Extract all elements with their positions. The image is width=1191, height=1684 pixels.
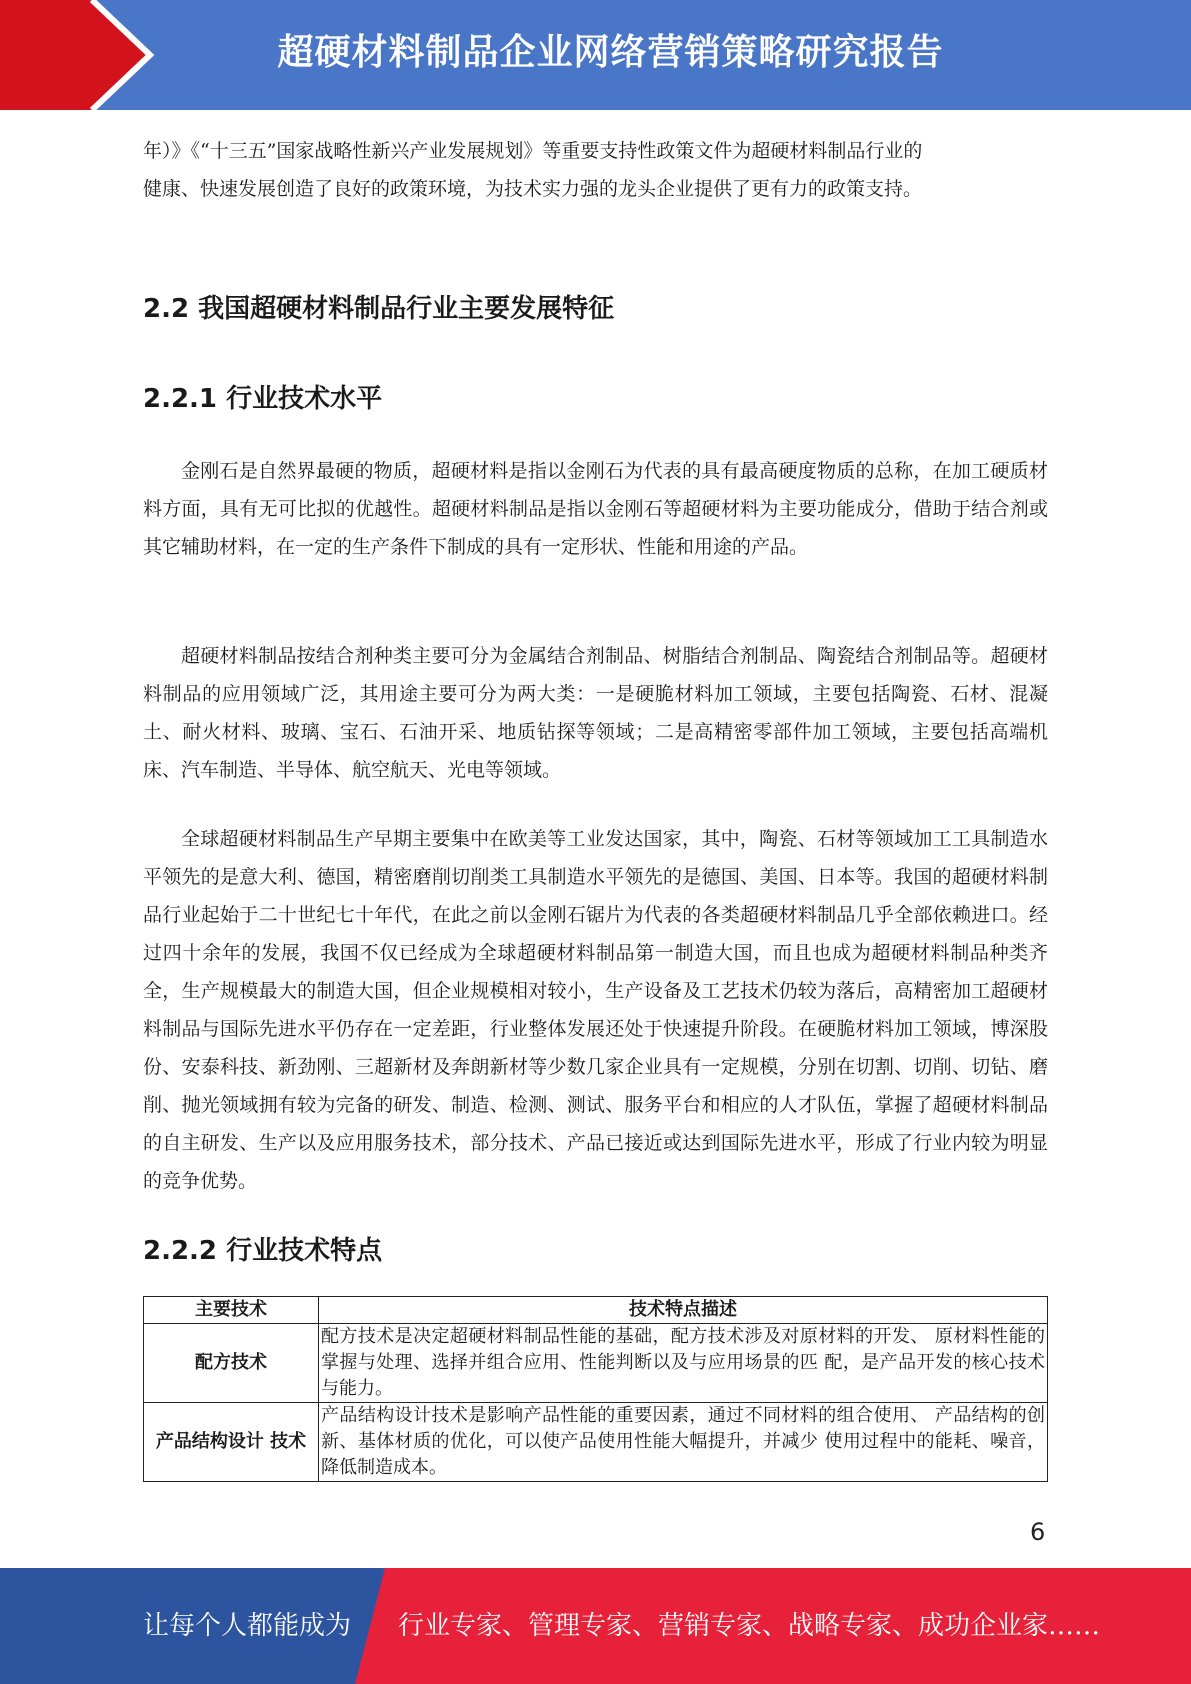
table-cell-description: 产品结构设计技术是影响产品性能的重要因素，通过不同材料的组合使用、 产品结构的创新、基体材质的优化，可以使产品使用性能大幅提升，并减少 使用过程中的能耗、噪音，降低制造成本。: [319, 1403, 1048, 1482]
footer-slogan-left: 让每个人都能成为: [143, 1611, 352, 1641]
table-row: [144, 1324, 1048, 1403]
report-title: 超硬材料制品企业网络营销策略研究报告: [277, 32, 944, 73]
table-page-break: [142, 1487, 1052, 1497]
section-heading-2-2: 2.2 我国超硬材料制品行业主要发展特征: [143, 294, 615, 324]
intro-paragraph: [143, 132, 1048, 208]
table-cell-description: 配方技术是决定超硬材料制品性能的基础，配方技术涉及对原材料的开发、 原材料性能的掌握与处理、选择并组合应用、性能判断以及与应用场景的匹 配，是产品开发的核心技术与能力。: [319, 1324, 1048, 1403]
table-cell-technology: 产品结构设计 技术: [144, 1403, 319, 1482]
table-row: [144, 1403, 1048, 1482]
section-heading-2-2-2: 2.2.2 行业技术特点: [143, 1236, 383, 1266]
technology-table: [143, 1296, 1048, 1482]
page-number: 6: [1030, 1518, 1046, 1546]
table-header-row: [144, 1297, 1048, 1324]
paragraph-bond-types: 超硬材料制品按结合剂种类主要可分为金属结合剂制品、树脂结合剂制品、陶瓷结合剂制品等。超硬材料制品的应用领域广泛，其用途主要可分为两大类：一是硬脆材料加工领域，主要包括陶瓷、石材、混凝土、耐火材料、玻璃、宝石、石油开采、地质钻探等领域；二是高精密零部件加工领域，主要包括高端机床、汽车制造、半导体、航空航天、光电等领域。: [143, 645, 1048, 781]
intro-line-2: 健康、快速发展创造了良好的政策环境，为技术实力强的龙头企业提供了更有力的政策支持。: [143, 178, 923, 200]
section-heading-2-2-1: 2.2.1 行业技术水平: [143, 384, 383, 414]
table-cell-technology: 配方技术: [144, 1324, 319, 1403]
intro-line-1: 年）》《“十三五”国家战略性新兴产业发展规划》等重要支持性政策文件为超硬材料制品行业的: [143, 140, 923, 162]
table-header-technology: 主要技术: [144, 1297, 319, 1324]
footer-banner: [0, 1568, 1191, 1684]
paragraph-global-production: 全球超硬材料制品生产早期主要集中在欧美等工业发达国家，其中，陶瓷、石材等领域加工工具制造水平领先的是意大利、德国，精密磨削切削类工具制造水平领先的是德国、美国、日本等。我国的超硬材料制品行业起始于二十世纪七十年代，在此之前以金刚石锯片为代表的各类超硬材料制品几乎全部依赖进口。经过四十余年的发展，我国不仅已经成为全球超硬材料制品第一制造大国，而且也成为超硬材料制品种类齐全，生产规模最大的制造大国，但企业规模相对较小，生产设备及工艺技术仍较为落后，高精密加工超硬材料制品与国际先进水平仍存在一定差距，行业整体发展还处于快速提升阶段。在硬脆材料加工领域，博深股份、安泰科技、新劲刚、三超新材及奔朗新材等少数几家企业具有一定规模，分别在切割、切削、切钻、磨削、抛光领域拥有较为完备的研发、制造、检测、测试、服务平台和相应的人才队伍，掌握了超硬材料制品的自主研发、生产以及应用服务技术，部分技术、产品已接近或达到国际先进水平，形成了行业内较为明显的竞争优势。: [143, 828, 1048, 1192]
table-header-description: 技术特点描述: [319, 1297, 1048, 1324]
footer-slogan-right: 行业专家、管理专家、营销专家、战略专家、成功企业家……: [398, 1611, 1101, 1641]
header-banner: [0, 0, 1191, 110]
paragraph-diamond: 金刚石是自然界最硬的物质，超硬材料是指以金刚石为代表的具有最高硬度物质的总称，在加工硬质材料方面，具有无可比拟的优越性。超硬材料制品是指以金刚石等超硬材料为主要功能成分，借助于结合剂或其它辅助材料，在一定的生产条件下制成的具有一定形状、性能和用途的产品。: [143, 460, 1048, 558]
